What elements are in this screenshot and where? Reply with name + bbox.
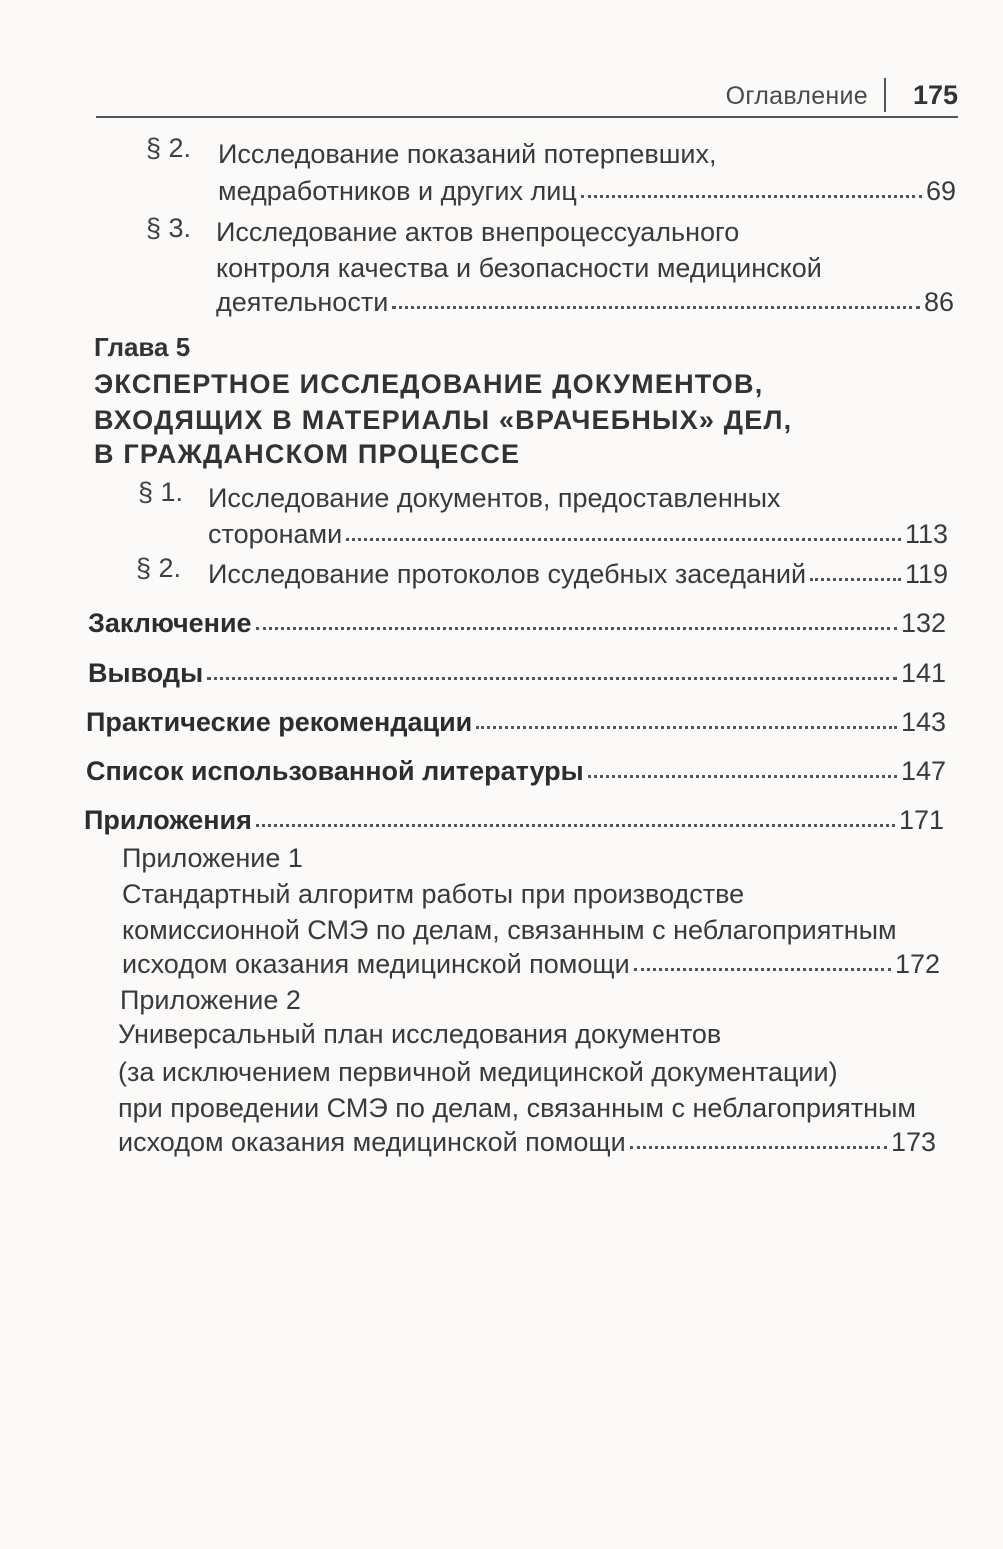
section-number: § 2.: [136, 553, 182, 583]
header-separator: [884, 78, 886, 112]
toc-entry-line: Стандартный алгоритм работы при производстве: [122, 879, 745, 909]
toc-entry-findings[interactable]: [88, 655, 946, 691]
chapter-title-line: В ГРАЖДАНСКОМ ПРОЦЕССЕ: [94, 439, 521, 469]
toc-entry-title: Список использованной литературы: [86, 756, 584, 786]
toc-page-number: 173: [890, 1127, 936, 1157]
toc-entry-title: Выводы: [88, 658, 204, 688]
dot-leader: [256, 605, 897, 630]
dot-leader: [630, 1124, 887, 1149]
toc-entry-ch4-s3[interactable]: [216, 284, 954, 320]
toc-page-number: 141: [900, 658, 946, 688]
toc-entry-appendices[interactable]: [84, 802, 944, 838]
header-title: Оглавление: [725, 82, 868, 110]
toc-entry-appendix-2[interactable]: [118, 1124, 936, 1160]
appendix-label: Приложение 1: [122, 843, 303, 873]
toc-entry-line: сторонами: [208, 519, 343, 549]
toc-entry-title: Заключение: [88, 608, 252, 638]
toc-page-number: 132: [900, 608, 946, 638]
dot-leader: [392, 284, 920, 309]
running-header: [96, 76, 958, 120]
dot-leader: [256, 802, 895, 827]
dot-leader: [346, 516, 901, 541]
toc-page-number: 113: [904, 519, 948, 549]
toc-entry-line: Исследование документов, предоставленных: [208, 483, 781, 513]
toc-entry-title: Практические рекомендации: [86, 707, 473, 737]
toc-page-number: 119: [904, 559, 948, 589]
toc-entry-line: контроля качества и безопасности медицинской: [216, 253, 822, 283]
toc-entry-line: комиссионной СМЭ по делам, связанным с неблагоприятным: [122, 915, 897, 945]
toc-entry-ch5-s2[interactable]: [208, 556, 948, 592]
toc-entry-line: деятельности: [216, 287, 389, 317]
toc-entry-recommendations[interactable]: [86, 704, 946, 740]
header-page-number: 175: [912, 80, 958, 110]
toc-entry-line: Исследование показаний потерпевших,: [218, 139, 717, 169]
appendix-label: Приложение 2: [120, 985, 301, 1015]
toc-entry-title: Приложения: [84, 805, 252, 835]
toc-entry-line: (за исключением первичной медицинской документации): [118, 1057, 838, 1087]
chapter-title-line: ЭКСПЕРТНОЕ ИССЛЕДОВАНИЕ ДОКУМЕНТОВ,: [94, 369, 764, 399]
section-number: § 1.: [138, 477, 184, 507]
toc-entry-line: Исследование протоколов судебных заседаний: [208, 559, 807, 589]
toc-entry-appendix-1[interactable]: [122, 946, 940, 982]
toc-entry-line: медработников и других лиц: [218, 176, 577, 206]
dot-leader: [207, 655, 897, 680]
chapter-title-line: ВХОДЯЩИХ В МАТЕРИАЛЫ «ВРАЧЕБНЫХ» ДЕЛ,: [94, 405, 793, 435]
section-number: § 2.: [146, 133, 192, 163]
header-rule: [96, 116, 958, 118]
section-number: § 3.: [146, 213, 192, 243]
dot-leader: [476, 704, 897, 729]
toc-entry-line: при проведении СМЭ по делам, связанным с неблагоприятным: [118, 1093, 916, 1123]
toc-entry-line: исходом оказания медицинской помощи: [118, 1127, 626, 1157]
toc-entry-ch5-s1[interactable]: [208, 516, 948, 552]
toc-entry-conclusion[interactable]: [88, 605, 946, 641]
toc-entry-ch4-s2[interactable]: [218, 173, 956, 209]
toc-page-number: 171: [898, 805, 944, 835]
toc-entry-line: Универсальный план исследования документов: [118, 1019, 722, 1049]
dot-leader: [810, 556, 901, 581]
toc-page-number: 69: [925, 176, 956, 206]
toc-entry-references[interactable]: [86, 753, 946, 789]
toc-entry-line: Исследование актов внепроцессуального: [216, 217, 740, 247]
toc-page-number: 86: [923, 287, 954, 317]
chapter-label: Глава 5: [94, 332, 191, 362]
dot-leader: [634, 946, 891, 971]
toc-page-number: 172: [894, 949, 940, 979]
toc-page-number: 143: [900, 707, 946, 737]
dot-leader: [588, 753, 897, 778]
dot-leader: [581, 173, 922, 198]
toc-page-number: 147: [900, 756, 946, 786]
toc-entry-line: исходом оказания медицинской помощи: [122, 949, 630, 979]
